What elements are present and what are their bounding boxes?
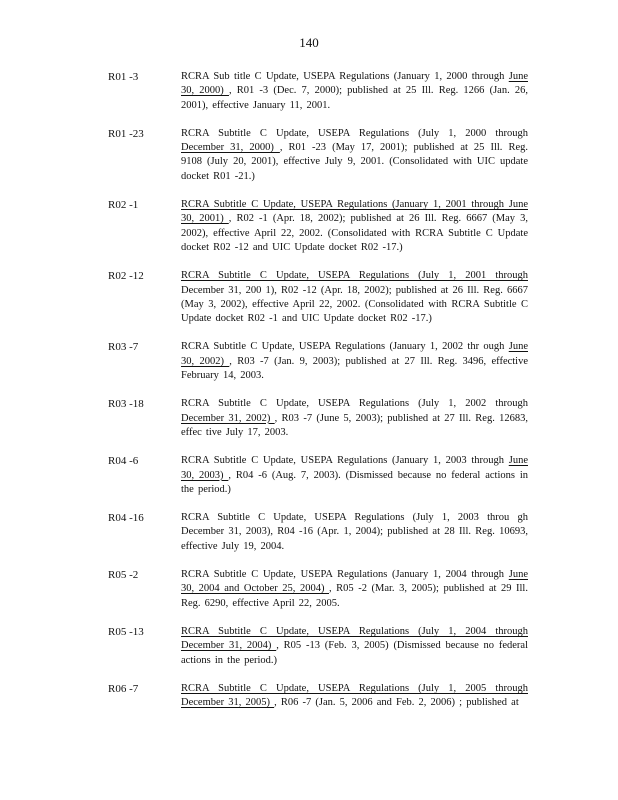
underlined-text: RCRA Subtitle C Update, USEPA Regulations (July 1, 2004 through December 31, 2004): [181, 625, 528, 652]
description-text: , R05 -2 (Mar. 3, 2005); published at 29 Ill. Reg. 6290, effective April 22, 2005.: [181, 583, 528, 609]
underlined-text: RCRA Subtitle C Update, USEPA Regulations (January 1, 2001 through June 30, 2001): [181, 199, 528, 225]
description-text: , R01 -3 (Dec. 7, 2000); published at 25 Ill. Reg. 1266 (Jan. 26, 2001), effective January 11, 2001.: [181, 85, 528, 111]
docket-entry: [108, 511, 528, 554]
docket-description: [181, 568, 528, 611]
docket-entry: [108, 340, 528, 383]
docket-number: R05 -13: [108, 625, 144, 638]
docket-entry: [108, 269, 528, 326]
docket-number: R04 -6: [108, 455, 139, 468]
docket-description: [181, 198, 528, 255]
docket-description: [181, 340, 528, 383]
docket-description: [181, 625, 528, 668]
docket-description: [181, 397, 528, 440]
docket-number: R04 -16: [108, 512, 144, 525]
docket-description: [181, 127, 528, 184]
description-text: , R04 -6 (Aug. 7, 2003). (Dismissed because no federal actions in the period.): [181, 469, 528, 495]
description-text: RCRA Subtitle C Update, USEPA Regulations (July 1, 2003 throu gh December 31, 2003), R04 -16 (Apr. 1, 2004); published at 28 Ill. Reg. 10693, effective July 19, 2004.: [181, 512, 528, 552]
docket-description: [181, 269, 528, 326]
description-text: RCRA Subtitle C Update, USEPA Regulations (July 1, 2000 through: [181, 127, 528, 139]
description-text: , R03 -7 (June 5, 2003); published at 27 Ill. Reg. 12683, effec tive July 17, 2003.: [181, 412, 529, 438]
underlined-text: June 30, 2000): [181, 71, 528, 97]
description-text: , R06 -7 (Jan. 5, 2006 and Feb. 2, 2006) ; published at: [274, 697, 519, 709]
description-text: RCRA Subtitle C Update, USEPA Regulations (January 1, 2002 thr ough: [181, 341, 509, 353]
docket-description: [181, 454, 528, 497]
docket-number: R05 -2: [108, 569, 139, 582]
docket-number: R01 -23: [108, 127, 144, 140]
description-text: , R02 -1 (Apr. 18, 2002); published at 26 Ill. Reg. 6667 (May 3, 2002), effective April 22, 2002. (Consolidated with RCRA Subtitle C Update docket R02 -12 and UIC Update docket R02 -17.): [181, 213, 528, 253]
docket-entry: [108, 70, 528, 113]
docket-entry: [108, 127, 528, 184]
page-number: 140: [299, 35, 319, 50]
docket-description: [181, 70, 528, 113]
docket-entry: [108, 625, 528, 668]
docket-number: R02 -1: [108, 199, 139, 212]
docket-number: R01 -3: [108, 71, 139, 83]
docket-description: [181, 511, 528, 554]
docket-number: R02 -12: [108, 270, 144, 283]
description-text: RCRA Subtitle C Update, USEPA Regulations (July 1, 2002 through: [181, 398, 528, 410]
underlined-text: June 30, 2003): [181, 455, 528, 481]
underlined-text: June 30, 2004 and October 25, 2004): [181, 569, 528, 595]
underlined-text: June 30, 2002): [181, 341, 528, 367]
underlined-text: December 31, 2002): [181, 412, 275, 424]
docket-number: R06 -7: [108, 682, 139, 695]
description-text: , R01 -23 (May 17, 2001); published at 25 Ill. Reg. 9108 (July 20, 2001), effective July 9, 2001. (Consolidated with UIC update docket R01 -21.): [181, 142, 528, 182]
description-text: , R03 -7 (Jan. 9, 2003); published at 27 Ill. Reg. 3496, effective February 14, 2003.: [181, 355, 529, 382]
docket-description: [181, 682, 528, 711]
docket-entry: [108, 198, 528, 255]
docket-entry: [108, 682, 528, 711]
description-text: RCRA Subtitle C Update, USEPA Regulations (January 1, 2003 through: [181, 455, 509, 467]
docket-entry: [108, 568, 528, 611]
docket-number: R03 -18: [108, 398, 144, 411]
description-text: December 31, 200 1), R02 -12 (Apr. 18, 2002); published at 26 Ill. Reg. 6667 (May 3, 2002), effective April 22, 2002. (Consolidated with RCRA Subtitle C Update docket R02 -1 and UIC Update docket R02 -17.): [181, 284, 528, 325]
docket-number: R03 -7: [108, 341, 139, 354]
docket-list: [108, 70, 528, 724]
underlined-text: December 31, 2000): [181, 142, 280, 154]
description-text: RCRA Sub title C Update, USEPA Regulations (January 1, 2000 through: [181, 71, 509, 82]
description-text: RCRA Subtitle C Update, USEPA Regulations (January 1, 2004 through: [181, 569, 509, 581]
underlined-text: RCRA Subtitle C Update, USEPA Regulations (July 1, 2001 through: [181, 270, 528, 282]
underlined-text: RCRA Subtitle C Update, USEPA Regulations (July 1, 2005 through December 31, 2005): [181, 682, 528, 709]
docket-entry: [108, 397, 528, 440]
description-text: , R05 -13 (Feb. 3, 2005) (Dismissed because no federal actions in the period.): [181, 640, 528, 666]
docket-entry: [108, 454, 528, 497]
